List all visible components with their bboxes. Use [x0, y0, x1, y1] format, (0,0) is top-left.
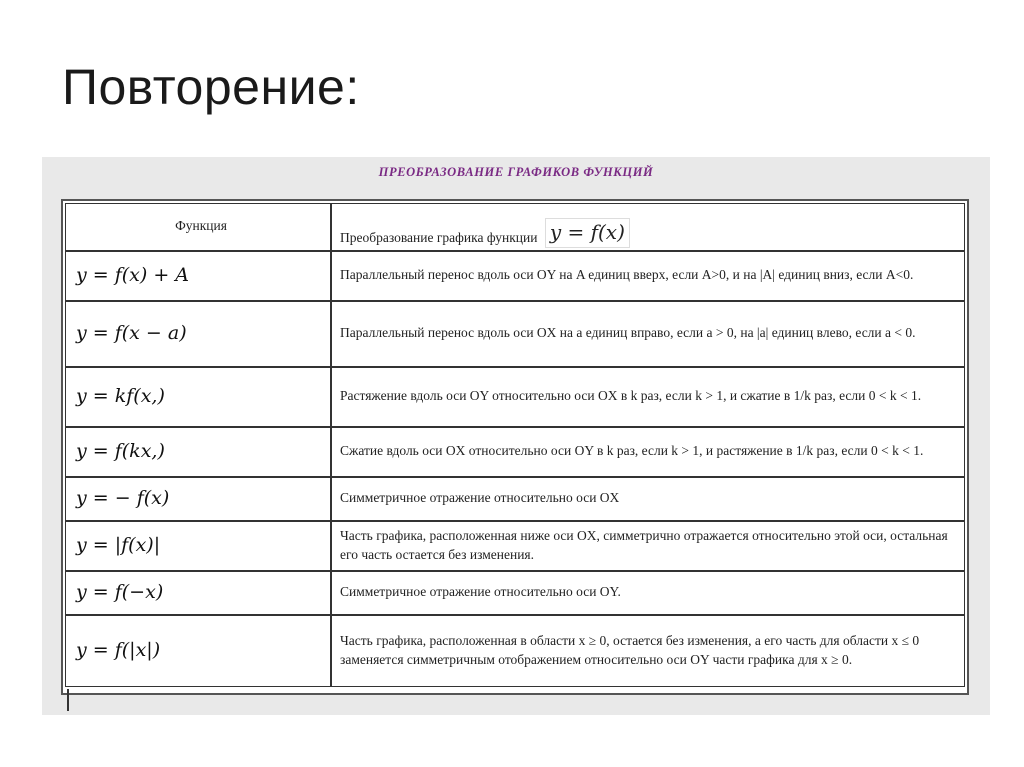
row-description: Параллельный перенос вдоль оси OX на a единиц вправо, если a > 0, на |a| единиц влево, если a < 0.: [340, 325, 916, 341]
table-image-panel: [42, 157, 990, 715]
transform-table-frame: [61, 199, 969, 695]
formula-cell: [65, 367, 331, 427]
row-formula: y = f(−x): [72, 577, 167, 607]
description-cell: [331, 615, 965, 687]
row-description: Часть графика, расположенная в области x ≥ 0, остается без изменения, а его часть для области x ≤ 0 заменяется симметричным отображением относительно оси OY части графика для x ≥ 0.: [340, 632, 920, 667]
row-formula: y = f(kx,): [72, 436, 169, 466]
table-heading: ПРЕОБРАЗОВАНИЕ ГРАФИКОВ ФУНКЦИЙ: [378, 165, 654, 179]
table-row: [65, 251, 965, 301]
table-row: [65, 571, 965, 615]
header-transform-cell: [331, 203, 965, 251]
table-row: [65, 615, 965, 687]
text-cursor-mark: [67, 689, 69, 711]
formula-cell: [65, 477, 331, 521]
formula-cell: [65, 571, 331, 615]
table-row: [65, 301, 965, 367]
slide-title: Повторение:: [62, 59, 360, 115]
row-formula: y = f(x − a): [72, 318, 191, 348]
formula-cell: [65, 301, 331, 367]
row-formula: y = |f(x)|: [72, 530, 164, 560]
formula-cell: [65, 521, 331, 571]
description-cell: [331, 521, 965, 571]
description-cell: [331, 301, 965, 367]
formula-cell: [65, 251, 331, 301]
row-formula: y = kf(x,): [72, 381, 169, 411]
row-formula: y = − f(x): [72, 483, 173, 513]
table-row: [65, 427, 965, 477]
transform-table: [65, 203, 965, 687]
description-cell: [331, 427, 965, 477]
row-formula: y = f(x) + A: [72, 260, 193, 290]
row-description: Растяжение вдоль оси OY относительно оси OX в k раз, если k > 1, и сжатие в 1/k раз, если 0 < k < 1.: [340, 388, 922, 404]
formula-cell: [65, 427, 331, 477]
description-cell: [331, 251, 965, 301]
table-header-row: [65, 203, 965, 251]
table-row: [65, 367, 965, 427]
description-cell: [331, 367, 965, 427]
row-formula: y = f(|x|): [72, 635, 164, 665]
row-description: Симметричное отражение относительно оси OY.: [340, 584, 621, 600]
row-description: Симметричное отражение относительно оси OX: [340, 490, 620, 506]
description-cell: [331, 477, 965, 521]
table-row: [65, 521, 965, 571]
header-formula: y = f(x): [545, 218, 630, 248]
description-cell: [331, 571, 965, 615]
table-row: [65, 477, 965, 521]
header-function-cell: [65, 203, 331, 251]
row-description: Параллельный перенос вдоль оси OY на A единиц вверх, если A>0, и на |A| единиц вниз, если A<0.: [340, 267, 914, 283]
row-description: Сжатие вдоль оси OX относительно оси OY в k раз, если k > 1, и растяжение в 1/k раз, если 0 < k < 1.: [340, 443, 924, 459]
header-function-label: Функция: [175, 218, 227, 234]
row-description: Часть графика, расположенная ниже оси OX, симметрично отражается относительно этой оси, остальная его часть остается без изменения.: [340, 527, 948, 562]
formula-cell: [65, 615, 331, 687]
header-transform-label: Преобразование графика функции: [340, 229, 538, 245]
